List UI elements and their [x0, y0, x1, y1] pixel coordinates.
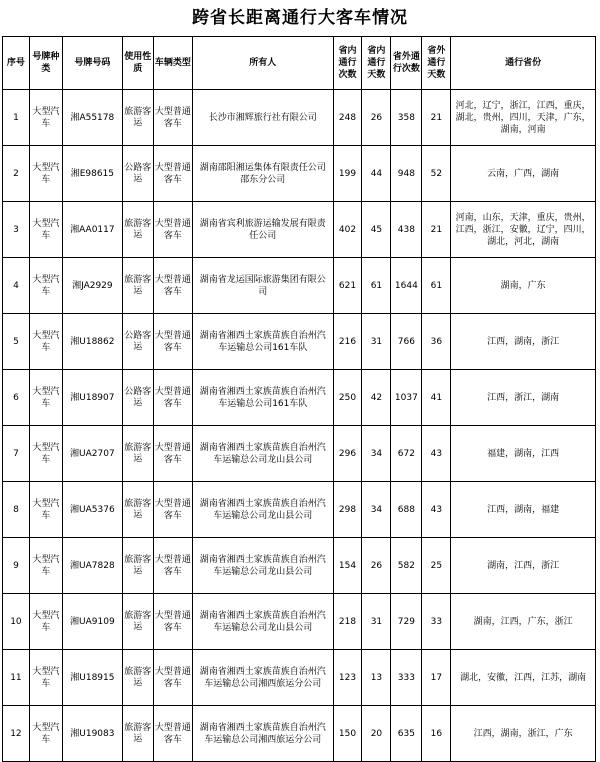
cell-plate-type: 大型汽车: [29, 202, 62, 258]
cell-usage: 旅游客运: [122, 650, 153, 706]
cell-plate-type: 大型汽车: [29, 482, 62, 538]
cell-in-days: 31: [362, 594, 391, 650]
cell-out-trips: 333: [391, 650, 422, 706]
header-row: [3, 37, 596, 90]
cell-in-days: 20: [362, 706, 391, 762]
cell-out-trips: 635: [391, 706, 422, 762]
cell-in-trips: 296: [333, 426, 362, 482]
cell-seq: 9: [3, 538, 30, 594]
cell-out-days: 21: [422, 202, 451, 258]
cell-usage: 旅游客运: [122, 90, 153, 146]
table-row: [3, 650, 596, 706]
cell-out-trips: 688: [391, 482, 422, 538]
cell-provinces: 江西，湖南，浙江，广东: [451, 706, 596, 762]
cell-vehicle-type: 大型普通客车: [153, 90, 192, 146]
cell-in-trips: 298: [333, 482, 362, 538]
cell-out-trips: 438: [391, 202, 422, 258]
cell-in-trips: 199: [333, 146, 362, 202]
cell-in-days: 44: [362, 146, 391, 202]
cell-owner: 湖南省湘西土家族苗族自治州汽车运输总公司161车队: [193, 370, 334, 426]
cell-in-trips: 621: [333, 258, 362, 314]
cell-plate-type: 大型汽车: [29, 146, 62, 202]
cell-vehicle-type: 大型普通客车: [153, 482, 192, 538]
cell-plate-type: 大型汽车: [29, 370, 62, 426]
header-out-days: 省外通行天数: [422, 37, 451, 90]
header-provinces: 通行省份: [451, 37, 596, 90]
cell-out-days: 17: [422, 650, 451, 706]
cell-out-trips: 729: [391, 594, 422, 650]
cell-plate-type: 大型汽车: [29, 258, 62, 314]
cell-provinces: 湖北，安徽，江西，江苏，湖南: [451, 650, 596, 706]
cell-seq: 3: [3, 202, 30, 258]
cell-in-days: 34: [362, 482, 391, 538]
cell-out-trips: 766: [391, 314, 422, 370]
cell-provinces: 湖南，广东: [451, 258, 596, 314]
cell-out-trips: 582: [391, 538, 422, 594]
cell-plate-type: 大型汽车: [29, 314, 62, 370]
cell-usage: 旅游客运: [122, 538, 153, 594]
cell-in-trips: 150: [333, 706, 362, 762]
cell-owner: 长沙市湘辉旅行社有限公司: [193, 90, 334, 146]
cell-owner: 湖南省湘西土家族苗族自治州汽车运输总公司湘西旅运分公司: [193, 650, 334, 706]
cell-provinces: 湖南，江西，浙江: [451, 538, 596, 594]
table-row: [3, 426, 596, 482]
cell-plate-no: 湘UA9109: [62, 594, 122, 650]
cell-usage: 旅游客运: [122, 426, 153, 482]
header-vehicle-type: 车辆类型: [153, 37, 192, 90]
header-out-trips: 省外通行次数: [391, 37, 422, 90]
cell-out-trips: 1644: [391, 258, 422, 314]
cell-usage: 旅游客运: [122, 594, 153, 650]
header-in-days: 省内通行天数: [362, 37, 391, 90]
cell-vehicle-type: 大型普通客车: [153, 650, 192, 706]
cell-vehicle-type: 大型普通客车: [153, 538, 192, 594]
cell-out-days: 61: [422, 258, 451, 314]
cell-seq: 4: [3, 258, 30, 314]
cell-out-trips: 358: [391, 90, 422, 146]
cell-out-days: 16: [422, 706, 451, 762]
cell-out-trips: 1037: [391, 370, 422, 426]
cell-in-trips: 216: [333, 314, 362, 370]
cell-out-days: 52: [422, 146, 451, 202]
cell-usage: 旅游客运: [122, 202, 153, 258]
cell-in-days: 26: [362, 90, 391, 146]
cell-owner: 湖南省湘西土家族苗族自治州汽车运输总公司龙山县公司: [193, 538, 334, 594]
cell-vehicle-type: 大型普通客车: [153, 426, 192, 482]
cell-out-days: 25: [422, 538, 451, 594]
header-in-trips: 省内通行次数: [333, 37, 362, 90]
cell-in-days: 34: [362, 426, 391, 482]
header-plate-type: 号牌种类: [29, 37, 62, 90]
cell-seq: 6: [3, 370, 30, 426]
cell-vehicle-type: 大型普通客车: [153, 314, 192, 370]
cell-usage: 公路客运: [122, 370, 153, 426]
cell-provinces: 河南，山东，天津，重庆，贵州，江西，浙江，安徽，辽宁，四川，湖北，河北，湖南: [451, 202, 596, 258]
cell-out-days: 36: [422, 314, 451, 370]
cell-seq: 11: [3, 650, 30, 706]
cell-owner: 湖南省湘西土家族苗族自治州汽车运输总公司龙山县公司: [193, 482, 334, 538]
cell-plate-type: 大型汽车: [29, 538, 62, 594]
cell-seq: 2: [3, 146, 30, 202]
cell-plate-no: 湘U18915: [62, 650, 122, 706]
cell-usage: 旅游客运: [122, 258, 153, 314]
cell-plate-type: 大型汽车: [29, 90, 62, 146]
cell-plate-no: 湘UA7828: [62, 538, 122, 594]
cell-plate-no: 湘AA0117: [62, 202, 122, 258]
cell-in-trips: 250: [333, 370, 362, 426]
cell-vehicle-type: 大型普通客车: [153, 594, 192, 650]
cell-out-trips: 948: [391, 146, 422, 202]
cell-in-days: 13: [362, 650, 391, 706]
cell-plate-no: 湘A55178: [62, 90, 122, 146]
vehicle-table: [2, 36, 596, 762]
table-row: [3, 370, 596, 426]
cell-plate-type: 大型汽车: [29, 650, 62, 706]
cell-seq: 10: [3, 594, 30, 650]
table-row: [3, 706, 596, 762]
cell-usage: 旅游客运: [122, 482, 153, 538]
cell-vehicle-type: 大型普通客车: [153, 202, 192, 258]
cell-in-trips: 154: [333, 538, 362, 594]
header-usage: 使用性质: [122, 37, 153, 90]
cell-provinces: 云南，广西，湖南: [451, 146, 596, 202]
cell-out-trips: 672: [391, 426, 422, 482]
table-row: [3, 202, 596, 258]
cell-plate-no: 湘E98615: [62, 146, 122, 202]
cell-in-days: 26: [362, 538, 391, 594]
cell-plate-no: 湘UA5376: [62, 482, 122, 538]
cell-vehicle-type: 大型普通客车: [153, 706, 192, 762]
cell-vehicle-type: 大型普通客车: [153, 370, 192, 426]
cell-in-trips: 218: [333, 594, 362, 650]
cell-vehicle-type: 大型普通客车: [153, 146, 192, 202]
table-row: [3, 258, 596, 314]
cell-plate-type: 大型汽车: [29, 594, 62, 650]
header-plate-no: 号牌号码: [62, 37, 122, 90]
cell-provinces: 江西，浙江，湖南: [451, 370, 596, 426]
cell-in-days: 61: [362, 258, 391, 314]
header-seq: 序号: [3, 37, 30, 90]
cell-out-days: 21: [422, 90, 451, 146]
cell-plate-no: 湘UA2707: [62, 426, 122, 482]
table-row: [3, 482, 596, 538]
cell-owner: 湖南省湘西土家族苗族自治州汽车运输总公司龙山县公司: [193, 594, 334, 650]
cell-plate-no: 湘U18862: [62, 314, 122, 370]
cell-in-trips: 123: [333, 650, 362, 706]
cell-out-days: 43: [422, 482, 451, 538]
cell-owner: 湖南省宾利旅游运输发展有限责任公司: [193, 202, 334, 258]
table-row: [3, 90, 596, 146]
table-row: [3, 314, 596, 370]
cell-seq: 1: [3, 90, 30, 146]
cell-owner: 湖南省湘西土家族苗族自治州汽车运输总公司湘西旅运分公司: [193, 706, 334, 762]
table-row: [3, 146, 596, 202]
cell-seq: 12: [3, 706, 30, 762]
cell-owner: 湖南省湘西土家族苗族自治州汽车运输总公司龙山县公司: [193, 426, 334, 482]
table-row: [3, 538, 596, 594]
cell-out-days: 41: [422, 370, 451, 426]
cell-in-days: 45: [362, 202, 391, 258]
cell-seq: 5: [3, 314, 30, 370]
cell-vehicle-type: 大型普通客车: [153, 258, 192, 314]
cell-out-days: 43: [422, 426, 451, 482]
table-row: [3, 594, 596, 650]
cell-in-trips: 402: [333, 202, 362, 258]
cell-in-trips: 248: [333, 90, 362, 146]
page-title: 跨省长距离通行大客车情况: [192, 8, 408, 28]
cell-provinces: 福建，湖南，江西: [451, 426, 596, 482]
cell-provinces: 江西，湖南，福建: [451, 482, 596, 538]
cell-owner: 湖南省湘西土家族苗族自治州汽车运输总公司161车队: [193, 314, 334, 370]
cell-plate-type: 大型汽车: [29, 426, 62, 482]
header-owner: 所有人: [193, 37, 334, 90]
cell-usage: 公路客运: [122, 314, 153, 370]
cell-out-days: 33: [422, 594, 451, 650]
cell-usage: 公路客运: [122, 146, 153, 202]
cell-seq: 8: [3, 482, 30, 538]
cell-plate-no: 湘JA2929: [62, 258, 122, 314]
cell-usage: 旅游客运: [122, 706, 153, 762]
cell-seq: 7: [3, 426, 30, 482]
cell-plate-no: 湘U18907: [62, 370, 122, 426]
cell-provinces: 湖南，江西，广东，浙江: [451, 594, 596, 650]
cell-plate-type: 大型汽车: [29, 706, 62, 762]
cell-in-days: 31: [362, 314, 391, 370]
cell-in-days: 42: [362, 370, 391, 426]
cell-provinces: 河北，辽宁，浙江，江西，重庆，湖北，贵州，四川，天津，广东，湖南，河南: [451, 90, 596, 146]
cell-owner: 湖南省龙运国际旅游集团有限公司: [193, 258, 334, 314]
cell-owner: 湖南邵阳湘运集体有限责任公司邵东分公司: [193, 146, 334, 202]
cell-plate-no: 湘U19083: [62, 706, 122, 762]
cell-provinces: 江西，湖南，浙江: [451, 314, 596, 370]
